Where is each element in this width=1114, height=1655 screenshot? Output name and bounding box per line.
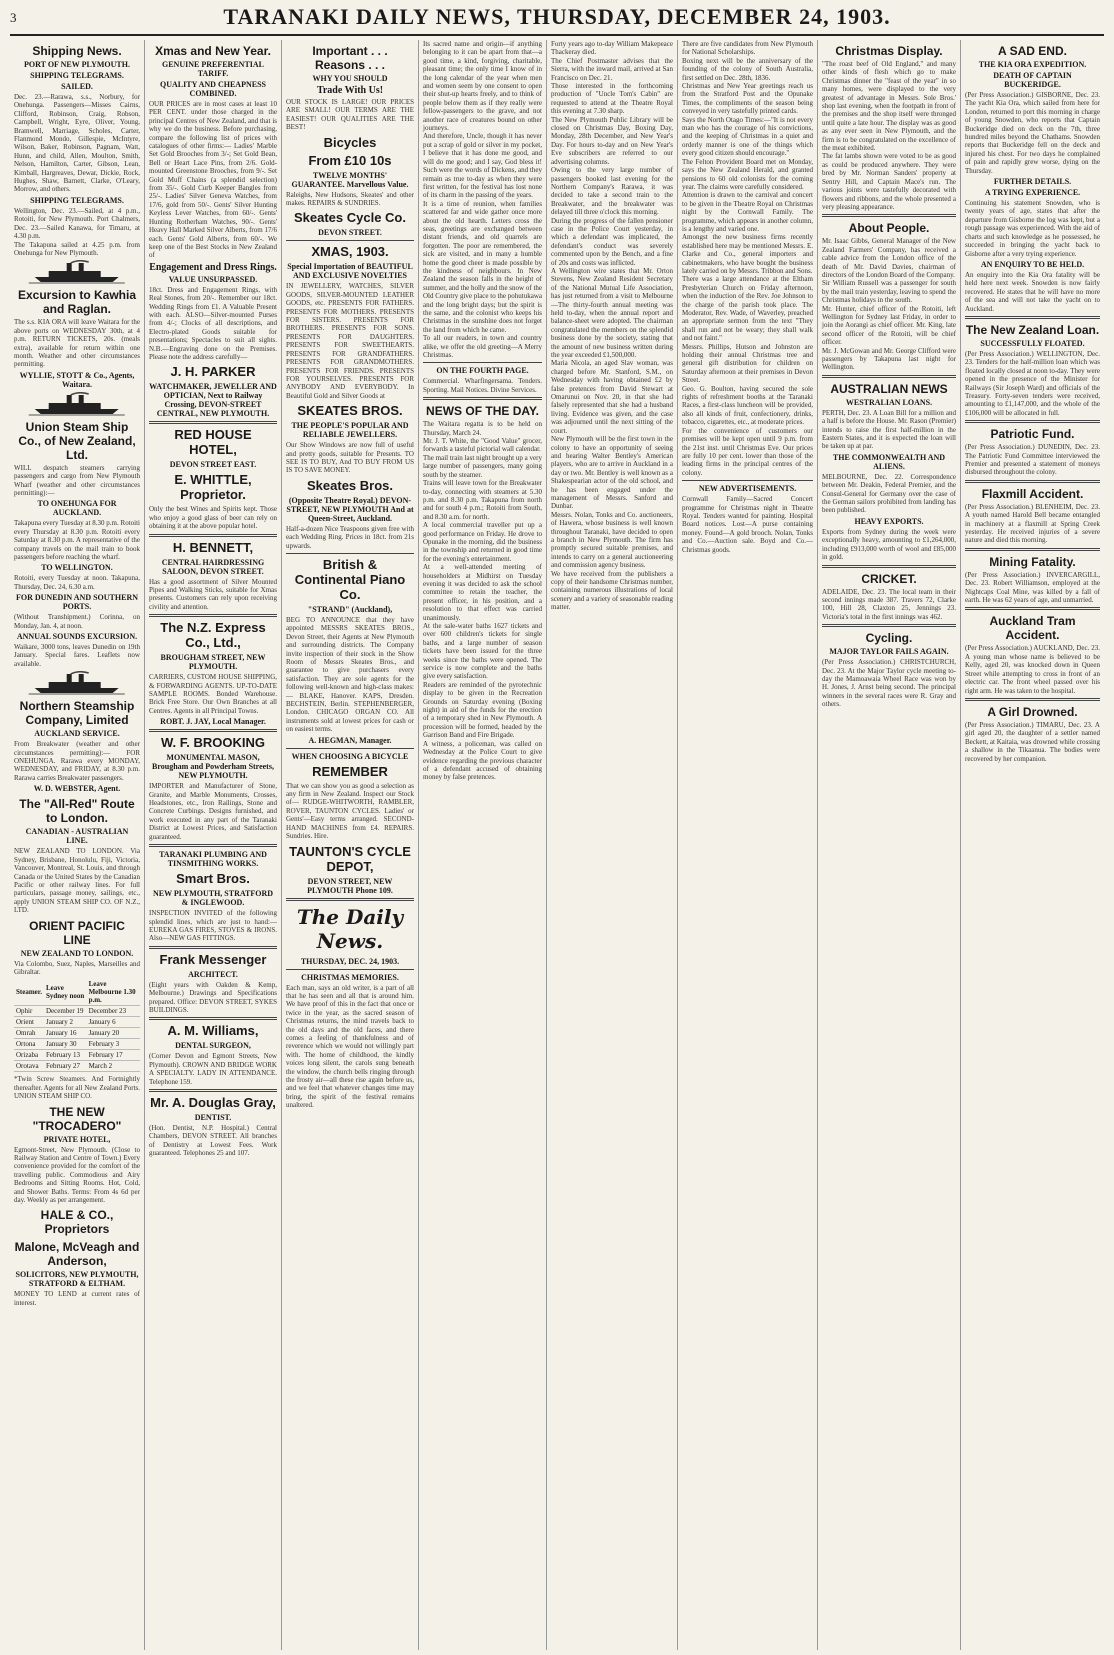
article-text: A Wellington wire states that Mr. Orton Stevens, New Zealand Resident Secretary of the National Mutual Life Association, has just returned from a visit to Melbourne—The thirty-fourth annual meeting was held to-day, when the annual report and balance-sheet were adopted. The chairman congratulated the members on the splendid business done by the society, stating that the amount of new business written during the year exceeded £1,500,000. — [551, 266, 673, 360]
table-row — [14, 1017, 140, 1028]
article-text: Says the North Otago Times:—"It is not every man who has the courage of his convictions, and the keeping of Christmas in a quiet and orderly manner is one of the things which every good citizen should encourage." — [682, 115, 813, 158]
subheading: THE PEOPLE'S POPULAR AND RELIABLE JEWELLERS. — [291, 421, 409, 440]
article-text: (Corner Devon and Egmont Streets, New Plymouth). CROWN AND BRIDGE WORK A SPECIALTY. LADY IN ATTENDANCE. Telephone 159. — [149, 1052, 277, 1086]
table-cell: March 2 — [87, 1061, 140, 1072]
subheading: TO ONEHUNGA FOR AUCKLAND. — [37, 499, 117, 518]
article-text: Those interested in the forthcoming production of "Uncle Tom's Cabin" are requested to attend at the Theatre Royal this evening at 7.30 sharp. — [551, 82, 673, 116]
article-text: Geo. G. Boulton, having secured the sole rights of refreshment booths at the Taranaki Races, a first-class luncheon will be provided, also all kinds of fruit, confectionery, drinks, tobacco, cigarettes, etc., at moderate prices. — [682, 384, 813, 427]
article-text: Continuing his statement Snowden, who is twenty years of age, states that after the departure from Gisborne the log was kept, but a rough passage was experienced. With the aid of charts and such knowledge as he possessed, he succeeded in bringing the yacht back to Gisborne after a very trying experience. — [965, 199, 1100, 258]
section-heading: Shipping News. — [32, 44, 122, 58]
article-text: (Per Press Association.) DUNEDIN, Dec. 23. The Patriotic Fund Committee interviewed the Premier and presented a statement of moneys disbursed throughout the colony. — [965, 443, 1100, 477]
subheading: (Opposite Theatre Royal.) DEVON-STREET, NEW PLYMOUTH And at Queen-Street, Auckland. — [286, 495, 414, 523]
article-text: Egmont-Street, New Plymouth. (Close to Railway Station and Centre of Town.) Every convenience provided for the comfort of the travelling public. Commodious and Airy Bedrooms and Sitting Rooms. Hot, Cold, and Shower Baths. Terms: From 4s 6d per day. Weekly as per arrangement. — [14, 1145, 140, 1204]
table-cell: Ortona — [14, 1039, 44, 1050]
article-text: CARRIERS, CUSTOM HOUSE SHIPPING, & FORWARDING AGENTS. UP-TO-DATE SAMPLE ROOMS. Bonded Warehouse. Brick Free Store. Our Own Branches at all Centres. Agents in all Principal Towns. — [149, 673, 277, 715]
article-text: Wellington, Dec. 23.—Sailed, at 4 p.m., Rotoiti, for New Plymouth. Port Chalmers, Dec. 23.—Sailed Kanawa, for Timaru, at 4.30 p.m. — [14, 206, 140, 241]
article-text: (Hon. Dentist, N.P. Hospital.) Central Chambers, DEVON STREET. All branches of Dentistry at Lowest Fees. Work guaranteed. Telephones 25 and 107. — [149, 1123, 277, 1158]
table-cell: Orient — [14, 1017, 44, 1028]
section-heading: A Girl Drowned. — [987, 704, 1078, 719]
table-cell: Omrah — [14, 1028, 44, 1039]
article-text: (Per Press Association.) INVERCARGILL, Dec. 23. Robert Williamson, employed at the Nightcaps Coal Mine, was killed by a fall of earth. He was 62 years of age, and unmarried. — [965, 570, 1100, 605]
article-text: (Per Press Association.) CHRISTCHURCH, Dec. 23. At the Major Taylor cycle meeting to-day the Mamoawaia Wheel Race was won by H. Jones, J. Arnst being second. The principal winners in the several races were R. Gray and others. — [822, 658, 956, 709]
subheading: ROBT. J. JAY, Local Manager. — [160, 717, 266, 727]
advertiser-name: A. M. Williams, — [167, 1023, 259, 1039]
newspaper-columns — [10, 40, 1104, 1650]
subheading: DEVON STREET. — [318, 228, 382, 238]
divider — [286, 898, 414, 901]
advertiser-name: Smart Bros. — [176, 871, 250, 887]
article-text: There are five candidates from New Plymouth for National Scholarships. — [682, 40, 813, 57]
article-text: An enquiry into the Kia Ora fatality will be held here next week. Snowden is now fairly recovered. He states that he will have no more of the sea and will not take the yacht on to Auckland. — [965, 270, 1100, 313]
article-text: Messrs. Nolan, Tonks and Co. auctioneers, of Hawera, whose business is well known throughout Taranaki, have decided to open a branch in New Plymouth. The firm has promptly secured suitable premises, and intends to carry on a general auctioneering and commission agency business. — [551, 510, 673, 570]
subheading: ARCHITECT. — [188, 969, 238, 979]
subheading: DENTIST. — [194, 1112, 232, 1122]
article-text: IMPORTER and Manufacturer of Stone, Granite, and Marble Monuments, Crosses, Headstones, etc., Iron Railings, Stone and Concrete Curbings. Designs furnished, and work executed in any part of the Taranaki District at Lowest Prices, and Satisfaction guaranteed. — [149, 782, 277, 841]
article-text: 18ct. Dress and Engagement Rings, with Real Stones, from 20/-. Remember our 18ct. Wedding Rings from £1. A Valuable Present with each. ALSO—Silver-mounted Purses from 4/-; Clocks of all descriptions, and Electro-plated Goods suitable for presentations; Spectacles to suit all sights. N.B.—Engraving done on the Premises. Please note the address carefully— — [149, 285, 277, 361]
divider — [822, 565, 956, 568]
article-text: (Per Press Association.) AUCKLAND, Dec. 23. A young man whose name is believed to be Kelly, aged 20, was knocked down in Queen Street while attempting to cross in front of an electric car. The front wheel passed over his right arm. He was taken to the hospital. — [965, 644, 1100, 695]
article-text: Mr. Isaac Gibbs, General Manager of the New Zealand Farmers' Company, has received a cable advice from the London office of the death of Mr. David Davies, chairman of directors of the London Board of the Company. — [822, 237, 956, 279]
article-text: Dec. 23.—Rarawa, s.s., Norbury, for Onehunga. Passengers—Misses Cairns, Clifford, Robinson, Craig, Robson, Campbell, Wright, Eyre, Oliver, Young, Bramwell, Marriage, Scholes, Carter, Flanmond Mondo, Gillespie, McIntyre, Wilson, Baker, Robinson, Pagnam, Watt, Hunn, and child, Allen, Moulton, Smith, Nelson, Hamilton, Carter, Gibson, Lean, Kimball, Hargreaves, Dewar, Dickie, Rock, Hughes, Shaw, Barnett, Clarke, O'Leary, Morrow, and others. — [14, 93, 140, 194]
subheading: VALUE UNSURPASSED. — [168, 274, 258, 284]
ad-headline: Engagement and Dress Rings. — [149, 261, 277, 273]
table-row — [14, 1039, 140, 1050]
section-heading: Cycling. — [865, 631, 913, 646]
divider — [149, 614, 277, 617]
table-row — [14, 1050, 140, 1061]
advertiser-name: British & Continental Piano Co. — [294, 556, 406, 602]
divider — [286, 240, 414, 241]
advertiser-name: RED HOUSE HOTEL, — [174, 427, 252, 458]
article-text: The Felton Provident Board met on Monday, says the New Zealand Herald, and granted pensions to 60 old colonists for the coming year. The claims were carefully considered. — [682, 157, 813, 191]
table-cell: February 17 — [87, 1050, 140, 1061]
section-heading: NEWS OF THE DAY. — [426, 404, 539, 419]
subheading: ON THE FOURTH PAGE. — [436, 366, 529, 376]
divider — [423, 362, 542, 363]
newspaper-title: TARANAKI DAILY NEWS, THURSDAY, DECEMBER 24, 1903. — [223, 4, 891, 29]
table-cell: February 3 — [87, 1039, 140, 1050]
section-heading: The "All-Red" Route to London. — [19, 797, 135, 826]
divider — [682, 480, 813, 481]
section-heading: THE NEW "TROCADERO" — [32, 1104, 122, 1133]
table-header: Leave Melbourne 1.30 p.m. — [87, 979, 140, 1006]
article-text: Raleighs, New Hudsons, Skeates' and other makes. REPAIRS & SUNDRIES. — [286, 190, 414, 208]
advertiser-name: J. H. PARKER — [170, 364, 256, 380]
section-heading: About People. — [848, 221, 930, 236]
subheading: SUCCESSFULLY FLOATED. — [980, 338, 1085, 348]
subheading: SOLICITORS, NEW PLYMOUTH, STRATFORD & ELTHAM. — [15, 1270, 139, 1289]
advertiser-name: XMAS, 1903. — [311, 244, 389, 260]
subheading: WATCHMAKER, JEWELLER AND OPTICIAN, Next to Railway Crossing, DEVON-STREET CENTRAL, NEW PLYMOUTH. — [149, 382, 277, 419]
section-heading: Excursion to Kawhia and Raglan. — [17, 288, 137, 317]
article-text: At the sale-water baths 1627 tickets and over 600 children's tickets for single baths, and a large number of season tickets have been issued for the three weeks since the baths were opened. The service is now complete and the baths give every satisfaction. — [423, 622, 542, 681]
article-text: New Plymouth will be the first town in the colony to have an opportunity of seeing and hearing Walter Bentley's American players, who are to arrive in Auckland in a day or two. Mr. Bentley is well known as a Shakespearian actor of the old school, and he has been engaged under the management of Messrs. Sanford and Dunbar. — [551, 435, 673, 511]
divider — [149, 729, 277, 732]
advertiser-name: REMEMBER — [312, 763, 388, 779]
section-heading: The New Zealand Loan. — [965, 322, 1100, 337]
table-cell: Orizaba — [14, 1050, 44, 1061]
article-text: Takapuna every Tuesday at 8.30 p.m. Rotoiti every Thursday at 8.30 p.m. Rotoiti every Saturday at 8.30 p.m. A representative of the company travels on the mail train to book passengers before reaching the wharf. — [14, 519, 140, 561]
divider — [149, 946, 277, 949]
article-text: Has a good assortment of Silver Mounted Pipes and Walking Sticks, suitable for Xmas presents. Customers can rely upon receiving civility and attention. — [149, 577, 277, 611]
table-row — [14, 1028, 140, 1039]
section-heading: Patriotic Fund. — [990, 427, 1075, 442]
article-text: Commercial. Wharfingersama. Tenders. Sporting. Mail Notices. Divine Services. — [423, 377, 542, 394]
article-text: To all our readers, in town and country alike, we offer the old greeting—A Merry Christmas. — [423, 334, 542, 360]
article-text: At a well-attended meeting of householders at Midhirst on Tuesday evening it was decided to ask the school committee to retain the teacher, the present officer, in his position, and a resolution to that effect was carried unanimously. — [423, 563, 542, 622]
article-text: Christmas and New Year greetings reach us from the Stratford Post and the Opunake Times, the compliments of the season being conveyed in very tastefully printed cards. — [682, 82, 813, 116]
section-heading: Flaxmill Accident. — [981, 486, 1084, 501]
subheading: SHIPPING TELEGRAMS. — [30, 195, 124, 205]
section-heading: AUSTRALIAN NEWS — [830, 381, 948, 396]
article-text: Attention is drawn to the carnival and concert to be given in the Theatre Royal on Christmas night by the Cornwall Family. The programme, which appears in another column, is a lengthy and varied one. — [682, 191, 813, 233]
table-cell: January 20 — [87, 1028, 140, 1039]
article-text: OUR PRICES are in most cases at least 10 PER CENT. under those charged in the principal Centres of New Zealand, and that is why we do the business. Before purchasing, compare the following list of prices with catalogues of other firms:— Ladies' Marble Set Gold Brooches from 3/-; Set Gold Bean, Bell or Heart Lace Pins, from 2/6. Gold-mounted Greenstone Brooches, from 9/-. Set Gold Muff Chains (a splendid selection) from 35/-. Gold Curb Keeper Bangles from 25/-. Ladies' Silver Geneva Watches, from 17/6, gold from 50/-. Gents' Silver Hunting Keyless Lever Watches, from 60/-. Gents' Hunting Rotherham Watches, 90/-. Gents' Heavy Hall Marked Silver Alberts, from 17/6 each. Gents' Gold Alberts, from 60/-. We keep one of the Best Stocks in New Zealand of — [149, 100, 277, 260]
subheading: THE COMMONWEALTH AND ALIENS. — [832, 452, 946, 471]
subheading: AN ENQUIRY TO BE HELD. — [980, 259, 1085, 269]
table-cell: January 16 — [44, 1028, 87, 1039]
article-text: PERTH, Dec. 23. A Loan Bill for a million and a half is before the House. Mr. Rason (Premier) intends to raise the first half-million in the Eastern States, and it is expected the loan will be taken up at par. — [822, 408, 956, 451]
article-text: Amongst the new business firms recently established here may be mentioned Messrs. E. Clarke and Co., general importers and cabinetmakers, who have bought the business lately carried on by Messrs. Tribbon and Sons. — [682, 233, 813, 275]
subheading: W. D. WEBSTER, Agent. — [33, 784, 121, 794]
article-text: Rotoiti, every Tuesday at noon. Takapuna, Thursday, Dec. 24, 6.30 a.m. — [14, 574, 140, 591]
advertiser-name: Bicycles — [323, 134, 377, 150]
subheading: DEVON STREET, NEW PLYMOUTH Phone 109. — [307, 876, 393, 895]
article-text: Each man, says an old writer, is a part of all that he has seen and all that is around him. We have proof of this in the fact that once or twice in the year, as the sacred season of Christmas returns, the mind travels back to the old days and the old faces, and there comes a feeling of thankfulness and of reverence which we would not willingly part with. The home of childhood, the kindly voices long silent, the carols sung beneath the window, the church bells ringing through the frosty air—all these rise again before us, and we feel that whatever changes time may bring, the spirit of the festival remains unaltered. — [286, 983, 414, 1110]
article-text: MONEY TO LEND at current rates of interest. — [14, 1290, 140, 1307]
article-text: (Per Press Association.) BLENHEIM, Dec. 23. A youth named Harold Bell became entangled in machinery at a flaxmill at Spring Creek yesterday. He received injuries of a severe nature and died this morning. — [965, 502, 1100, 545]
subheading: WHEN CHOOSING A BICYCLE — [291, 751, 409, 761]
subheading: TWELVE MONTHS' GUARANTEE. Marvellous Value. — [291, 170, 409, 189]
article-text: Only the best Wines and Spirits kept. Those who enjoy a good glass of beer can rely on obtaining it at the above popular hotel. — [149, 505, 277, 531]
table-header: Leave Sydney noon — [44, 979, 87, 1006]
divider — [965, 698, 1100, 701]
section-heading: Mining Fatality. — [989, 554, 1076, 569]
advertiser-name: TAUNTON'S CYCLE DEPOT, — [289, 843, 411, 874]
article-text: (Per Press Association.) TIMARU, Dec. 23. A girl aged 20, the daughter of a settler named Beckett, at Kaitaia, was drowned while crossing a shallow in the Tikaanua. The bodies were recovered by her companion. — [965, 720, 1100, 763]
divider — [822, 375, 956, 378]
table-cell: January 2 — [44, 1017, 87, 1028]
article-text: BEG TO ANNOUNCE that they have appointed MESSRS SKEATES BROS., Devon Street, their Agents at New Plymouth and surrounding districts. The Company invite inspection of their stock in the Show Room of Messrs Skeates Bros., and guarantee to give purchasers every satisfaction. They are sole agents for the following well-known and high-class makes:— BLAKE, Hanover. KAPS, Dresden. BECHSTEIN, Berlin. STEPHENBERGER, London. CHICAGO ORGAN CO. All instruments sold at lowest prices for cash or on easiest terms. — [286, 615, 414, 734]
masthead — [10, 4, 1104, 36]
table-cell: February 27 — [44, 1061, 87, 1072]
section-heading: Xmas and New Year. — [155, 44, 271, 58]
subheading: NEW ADVERTISEMENTS. — [698, 484, 797, 494]
article-text: OUR STOCK IS LARGE! OUR PRICES ARE SMALL! OUR TERMS ARE THE EASIEST! OUR QUALITIES ARE THE BEST! — [286, 98, 414, 132]
section-heading: Important . . . Reasons . . . — [312, 44, 388, 72]
steamship-icon — [20, 671, 133, 695]
article-text: Forty years ago to-day William Makepeace Thackeray died. — [551, 40, 673, 57]
section-heading: CRICKET. — [861, 571, 917, 586]
subheading: QUALITY AND CHEAPNESS COMBINED. — [160, 80, 266, 98]
subheading: CHRISTMAS MEMORIES. — [301, 972, 399, 982]
subheading: ANNUAL SOUNDS EXCURSION. — [16, 632, 138, 642]
advertiser-name: Skeates Bros. — [307, 477, 393, 493]
article-text: Half-a-dozen Nice Teaspoons given free with each Wedding Ring. Prices in 18ct. from 21s upwards. — [286, 524, 414, 550]
column-3 — [282, 40, 419, 1650]
subheading: Special Importation of BEAUTIFUL AND EXCLUSIVE NOVELTIES — [287, 262, 413, 281]
article-text: Owing to the very large number of passengers booked last evening for the Northern Company's Rarawa, it was decided to take a second train to the Breakwater, and the breakwater was delayed till three o'clock this morning. — [551, 166, 673, 217]
table-cell: January 30 — [44, 1039, 87, 1050]
article-text: Messrs. Phillips, Hutson and Johnston are holding their annual Christmas tree and general gift distribution for children on Saturday afternoon at their premises in Devon Street. — [682, 342, 813, 385]
subheading: DEVON STREET EAST. — [169, 460, 257, 470]
table-cell: Orotava — [14, 1061, 44, 1072]
sailing-schedule-table — [14, 979, 140, 1072]
table-row — [14, 1006, 140, 1017]
divider — [423, 397, 542, 400]
article-text: Exports from Sydney during the week were exceptionally heavy, amounting to £1,264,000, including £913,000 worth of wool and £85,000 in gold. — [822, 527, 956, 562]
article-text: Sir William Russell was a passenger for south by the mail train yesterday, leaving to spend the Christmas holidays in the south. — [822, 279, 956, 305]
table-cell: December 19 — [44, 1006, 87, 1017]
column-1 — [10, 40, 145, 1650]
article-text: The s.s. KIA ORA will leave Waitara for the above ports on WEDNESDAY 30th, at 4 p.m. RETURN TICKETS, 20s. (meals extra), available for return within one month. Weather and other circumstances permitting. — [14, 318, 140, 369]
subheading: CENTRAL HAIRDRESSING SALOON, DEVON STREET. — [161, 557, 265, 576]
section-heading: Auckland Tram Accident. — [989, 614, 1076, 643]
table-row — [14, 1061, 140, 1072]
divider — [965, 607, 1100, 610]
subheading: MONUMENTAL MASON, Brougham and Powderham Streets, NEW PLYMOUTH. — [152, 753, 274, 781]
column-2 — [145, 40, 282, 1650]
divider — [149, 844, 277, 847]
article-text: We have received from the publishers a copy of their handsome Christmas number, containing numerous illustrations of local scenery and a variety of seasonable reading matter. — [551, 569, 673, 612]
divider — [149, 1017, 277, 1020]
paper-nameplate: The Daily News. — [296, 904, 404, 953]
article-text: Mr. J. T. White, the "Good Value" grocer, forwards a tasteful pictorial wall calendar. — [423, 437, 542, 454]
article-text: (Without Transhipment.) Corinna, on Monday, Jan. 4, at noon. — [14, 613, 140, 630]
article-text: (Per Press Association.) WELLINGTON, Dec. 23. Tenders for the half-million loan which was floated locally closed at noon to-day. They were opened in the presence of the Minister for Railways (Sir Joseph Ward) and officials of the Treasury. Forty-seven tenders were received, amounting to £1,147,000, and the whole of the £106,000 will be allocated in full. — [965, 349, 1100, 417]
article-text: The Takapuna sailed at 4.25 p.m. from Onehunga for New Plymouth. — [14, 240, 140, 257]
column-5 — [547, 40, 678, 1650]
subheading: TARANAKI PLUMBING AND TINSMITHING WORKS. — [159, 850, 267, 869]
subheading: HEAVY EXPORTS. — [854, 516, 924, 526]
article-text: Its sacred name and origin—if anything belonging to it can be apart from that—a good time, a kind, forgiving, charitable, pleasant time; the only time I know of in the long calendar of the year when men and women seem by one consent to open their shut-up hearts freely, and to think of people below them as if they really were fellow-passengers to the grave, and not another race of creatures bound on other journeys. — [423, 40, 542, 133]
article-text: The mail train last night brought up a very large number of passengers, many going south by the steamer. — [423, 453, 542, 479]
divider — [822, 214, 956, 217]
subheading: WYLLIE, STOTT & Co., Agents, Waitara. — [19, 370, 135, 389]
advertiser-name: From £10 10s — [308, 152, 392, 168]
article-text: ADELAIDE, Dec. 23. The local team in their second innings made 387. Travers 72, Clarke 100, Hill 28, Claxton 25, Jennings 23. Victoria's total in the first innings was 462. — [822, 587, 956, 621]
page-number: 3 — [10, 10, 17, 25]
subheading: SAILED. — [61, 82, 93, 91]
article-text: *Twin Screw Steamers. And Fortnightly thereafter. Agents for all New Zealand Ports. UNION STEAM SHIP CO. — [14, 1075, 140, 1101]
subheading: THE KIA ORA EXPEDITION. — [978, 60, 1087, 69]
article-text: INSPECTION INVITED of the following splendid lines, which are just to hand:— EUREKA GAS FIRES, STOVES & IRONS. Also—NEW GAS FITTINGS. — [149, 909, 277, 943]
divider — [965, 316, 1100, 319]
section-heading: ORIENT PACIFIC LINE — [29, 918, 125, 947]
article-text: WILL despatch steamers carrying passengers and cargo from New Plymouth Wharf (weather and other circumstances permitting):— — [14, 463, 140, 497]
article-text: A witness, a policeman, was called on Wednesday at the Police Court to give evidence regarding the previous character of a defendant accused of obtaining money by false pretences. — [423, 739, 542, 782]
article-text: "The roast beef of Old England," and many other kinds of flesh which go to make Christmas dinner the "feast of the year" in so many homes, were displayed to the very greatest of advantage in Messrs. Sole Bros.' shop last evening, when the footpath in front of the premises and the shop itself were thronged until quite a late hour. The display was as good as any ever seen in New Plymouth, and the firm is to be congratulated on the excellence of the meat exhibited. — [822, 60, 956, 153]
subheading: AUCKLAND SERVICE. — [34, 729, 120, 739]
table-header: Steamer. — [14, 979, 44, 1006]
subheading: TO WELLINGTON. — [41, 563, 113, 573]
subheading: SHIPPING TELEGRAMS. — [30, 71, 124, 80]
advertiser-name: Frank Messenger — [159, 951, 267, 967]
section-heading: A SAD END. — [998, 44, 1067, 58]
advertiser-name: H. BENNETT, — [172, 539, 254, 555]
divider — [286, 748, 414, 749]
subheading: NEW ZEALAND TO LONDON. — [20, 948, 134, 958]
article-text: IN JEWELLERY, WATCHES, SILVER GOODS, SILVER-MOUNTED LEATHER GOODS, etc. PRESENTS FOR FATHERS. PRESENTS FOR MOTHERS. PRESENTS FOR SISTERS. PRESENTS FOR BROTHERS. PRESENTS FOR SONS. PRESENTS FOR DAUGHTERS. PRESENTS FOR SWEETHEARTS. PRESENTS FOR GRANDFATHERS. PRESENTS FOR GRANDMOTHERS. PRESENTS FOR FRIENDS. PRESENTS FOR YOURSELVES. PRESENTS FOR ANYBODY AND EVERYBODY. In Beautiful Gold and Silver Goods at — [286, 282, 414, 400]
steamship-icon — [20, 392, 133, 416]
article-text: It is a time of reunion, when families scattered far and wide gather once more about the old hearth. Letters cross the seas, greetings are exchanged between distant friends, and old quarrels are forgotten. The poor are remembered, the sick are visited, and in many a humble home the good cheer is made possible by the kindness of neighbours. In New Zealand the season falls in the height of summer, and the holly and the snow of the Old Country give place to the pohutukawa and the long bright days; but the spirit is the same, and the colonist who keeps his Christmas in the sunshine does not forget the land from which he came. — [423, 199, 542, 334]
subheading: GENUINE PREFERENTIAL TARIFF. — [161, 60, 264, 78]
article-text: Trains will leave town for the Breakwater to-day, connecting with steamers at 5.30 p.m. and 8.30 p.m. Takapuna from north and for south 4 p.m.; Rotoiti from South, and 8.30 a.m. for north. — [423, 479, 542, 521]
article-text: There was a large attendance at the Eltham Presbyterian Church on Friday afternoon, when the induction of the Rev. Joe Johnson to the charge of the parish took place. The Moderator, Rev. Wade, of Waverley, preached an appropriate sermon from the text "They shall run and not be weary; they shall walk and not faint." — [682, 275, 813, 343]
divider — [822, 624, 956, 627]
subheading: PORT OF NEW PLYMOUTH. — [24, 60, 130, 69]
section-heading: Christmas Display. — [835, 44, 943, 58]
article-text: NEW ZEALAND TO LONDON. Via Sydney, Brisbane, Honolulu, Fiji, Victoria, Vancouver, Montreal, St. Louis, and through Canada or the United States by the Canadian Pacific or other railway lines. For full particulars, passage money, sailings, etc., apply UNION STEAM SHIP CO. OF N.Z., LTD. — [14, 847, 140, 915]
table-cell: January 6 — [87, 1017, 140, 1028]
article-text: MELBOURNE, Dec. 22. Correspondence between Mr. Deakin, Federal Premier, and the Consul-General for Germany over the case of the German sailors prohibited from landing has been published. — [822, 472, 956, 515]
subheading: A. HEGMAN, Manager. — [308, 735, 392, 745]
divider — [286, 553, 414, 554]
article-text: And therefore, Uncle, though it has never put a scrap of gold or silver in my pocket, I believe that it has done me good, and will do me good; and I say, God bless it! Such were the words of Dickens, and they remain as true to-day as when they were first written, for the festival has lost none of its charm in the passing of the years. — [423, 132, 542, 200]
divider — [149, 1089, 277, 1092]
column-4 — [419, 40, 547, 1650]
subheading: FOR DUNEDIN AND SOUTHERN PORTS. — [15, 593, 138, 612]
subheading: THURSDAY, DEC. 24, 1903. — [300, 956, 400, 966]
subheading: "STRAND" (Auckland), — [307, 604, 393, 614]
column-6 — [678, 40, 818, 1650]
article-text: The fat lambs shown were voted to be as good as could be produced anywhere. They were bred by Mr. Norman Sanders' property at Sentry Hill, and Captain Mace's run. The various joints were tastefully decorated with flowers and ribbons, and the whole presented a very pleasing appearance. — [822, 152, 956, 211]
article-text: (Eight years with Oakden & Kemp, Melbourne.) Drawings and Specifications prepared. Office: DEVON STREET, SYKES BUILDINGS. — [149, 980, 277, 1014]
subheading: MAJOR TAYLOR FAILS AGAIN. — [829, 647, 949, 657]
article-text: (Per Press Association.) GISBORNE, Dec. 23. The yacht Kia Ora, which sailed from here for London, returned to port this morning in charge of young Snowden, who reports that Captain Buckeridge died on deck on the 7th, three hundred miles beyond the Chathams. Snowden reports that Buckeridge fell on the deck and injured his chest. For two days he complained of pain and rapidly grew worse, dying on the Thursday. — [965, 91, 1100, 175]
divider — [149, 421, 277, 424]
divider — [965, 548, 1100, 551]
divider — [965, 480, 1100, 483]
section-heading: Union Steam Ship Co., of New Zealand, Ltd. — [18, 419, 136, 462]
article-text: For the convenience of customers our premises will be kept open until 9 p.m. from the 21st inst. until Christmas Eve. Our prices are fully 10 per cent. lower than those of the leading firms in the principal centres of the colony. — [682, 426, 813, 477]
subheading: FURTHER DETAILS. — [993, 177, 1072, 187]
article-text: A local commercial traveller put up a good performance on Friday. He drove to Opunake in the morning, did the business in the township and returned in good time for the evening's entertainment. — [423, 521, 542, 563]
ad-headline: Trade With Us! — [316, 85, 384, 96]
article-text: Mr. Hunter, chief officer of the Rotoiti, left Wellington for Sydney last Friday, in order to join the Aorangi as chief officer. Mr. King, late second officer of the Rotoiti, will be chief officer. — [822, 304, 956, 347]
article-text: During the progress of the fallen pensioner case in the Police Court yesterday, in which a defendant was implicated, the defendant's conduct was severely commented upon by the Bench, and a fine of 20s and costs was inflicted. — [551, 216, 673, 267]
subheading: PRIVATE HOTEL, — [43, 1134, 111, 1144]
article-text: The Waitara regatta is to be held on Thursday, March 24. — [423, 420, 542, 437]
table-cell: Ophir — [14, 1006, 44, 1017]
article-text: The Chief Postmaster advises that the Sierra, with the inward mail, arrived at San Francisco on Dec. 21. — [551, 56, 673, 82]
subheading: DENTAL SURGEON, — [175, 1041, 251, 1051]
column-8 — [961, 40, 1104, 1650]
column-7 — [818, 40, 961, 1650]
advertiser-name: E. WHITTLE, Proprietor. — [174, 472, 252, 503]
subheading: NEW PLYMOUTH, STRATFORD & INGLEWOOD. — [152, 889, 274, 908]
advertiser-name: Mr. A. Douglas Gray, — [150, 1094, 276, 1110]
subheading: CANADIAN - AUSTRALIAN LINE. — [25, 827, 129, 846]
divider — [965, 420, 1100, 423]
table-cell: February 13 — [44, 1050, 87, 1061]
section-heading: Malone, McVeagh and Anderson, — [14, 1240, 140, 1269]
divider — [149, 534, 277, 537]
article-text: The New Plymouth Public Library will be closed on Christmas Day, Boxing Day, Monday, 28th December, and New Year's Day. For hours to-day and on New Year's Eve subscribers are referred to our advertising columns. — [551, 115, 673, 166]
advertiser-name: Skeates Cycle Co. — [293, 210, 406, 226]
article-text: Boxing next will be the anniversary of the founding of the colony of South Australia, first settled on Dec. 28th, 1836. — [682, 56, 813, 82]
table-cell: December 23 — [87, 1006, 140, 1017]
section-heading: HALE & CO., Proprietors — [40, 1208, 114, 1237]
advertiser-name: SKEATES BROS. — [297, 403, 403, 419]
subheading: BROUGHAM STREET, NEW PLYMOUTH. — [160, 653, 266, 672]
advertiser-name: The N.Z. Express Co., Ltd., — [160, 620, 266, 651]
article-text: Readers are reminded of the pyrotechnic display to be given in the Recreation Grounds on Saturday evening (Boxing night) in aid of the funds for the erection of a temporary shed in New Plymouth. A procession will be formed, headed by the Garrison Band and Fire Brigade. — [423, 680, 542, 740]
article-text: Mr. J. McGowan and Mr. George Clifford were passengers by Takapuna last night for Wellington. — [822, 346, 956, 372]
article-text: Our Show Windows are now full of useful and pretty goods, suitable for Presents. TO SEE IS TO BUY, And TO BUY FROM US IS TO SAVE MONEY. — [286, 441, 414, 475]
article-text: That we can show you as good a selection as any firm in New Zealand. Inspect our Stock of— RUDGE-WHITWORTH, RAMBLER, ROVER, TAUNTON CYCLES. Ladies' or Gents'—Easy terms arranged. SECOND-HAND MACHINES from £4. REPAIRS. Sundries. Hire. — [286, 781, 414, 841]
subheading: DEATH OF CAPTAIN BUCKERIDGE. — [993, 71, 1072, 89]
subheading: A TRYING EXPERIENCE. — [984, 188, 1081, 198]
subheading: WHY YOU SHOULD — [312, 74, 388, 83]
section-heading: Northern Steamship Company, Limited — [19, 699, 135, 728]
article-text: From Breakwater (weather and other circumstances permitting):— FOR ONEHUNGA. Rarawa every MONDAY, WEDNESDAY, and FRIDAY, at 8.30 p.m. Rarawa carries Breakwater passengers. — [14, 740, 140, 782]
article-text: Maria Nicola, an aged Slav woman, was charged before Mr. Stanford, S.M., on Wednesday with having obtained £2 by false pretences from David Stewart at Omarunui on Nov. 20, in that she had falsely represented that she had a husband living. Evidence was given, and the case was adjourned until the next sitting of the court. — [551, 359, 673, 435]
article-text: Cornwall Family—Sacred Concert programme for Christmas night in Theatre Royal. Tenders wanted for painting. Hospital Board notices. Lost—A purse containing money. Found—A gold brooch. Nolan, Tonks and Co.—Auction sale. Boyd and Co.—Christmas goods. — [682, 495, 813, 554]
article-text: Via Colombo, Suez, Naples, Marseilles and Gibraltar. — [14, 959, 140, 976]
advertiser-name: W. F. BROOKING — [161, 735, 265, 751]
divider — [286, 969, 414, 970]
steamship-icon — [20, 260, 133, 284]
article-text: Waikare, 3000 tons, leaves Dunedin on 19th January. Special fares. Leaflets now available. — [14, 643, 140, 668]
subheading: WESTRALIAN LOANS. — [845, 397, 933, 407]
